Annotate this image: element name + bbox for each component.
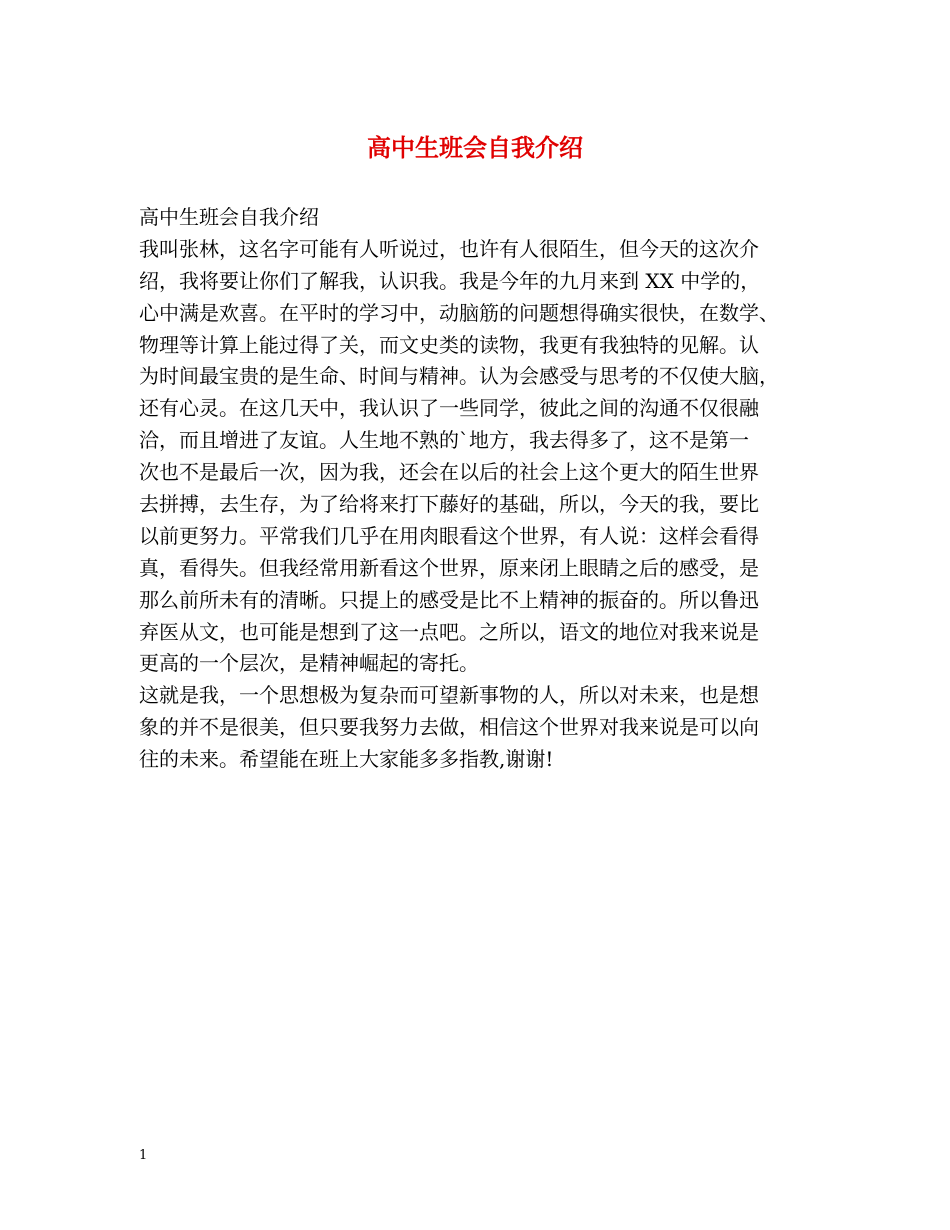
body-line: 心中满是欢喜。在平时的学习中，动脑筋的问题想得确实很快，在数学、 (139, 300, 779, 325)
body-line: 为时间最宝贵的是生命、时间与精神。认为会感受与思考的不仅使大脑， (139, 364, 779, 389)
body-line: 绍，我将要让你们了解我，认识我。我是今年的九月来到 XX 中学的， (139, 268, 761, 293)
body-line: 弃医从文，也可能是想到了这一点吧。之所以，语文的地位对我来说是 (139, 619, 759, 644)
body-line: 去拼搏，去生存，为了给将来打下藤好的基础，所以，今天的我，要比 (139, 492, 759, 517)
body-line: 象的并不是很美，但只要我努力去做，相信这个世界对我来说是可以向 (139, 715, 759, 740)
document-body (139, 202, 829, 776)
body-line: 还有心灵。在这几天中，我认识了一些同学，彼此之间的沟通不仅很融 (139, 396, 759, 421)
body-line: 这就是我，一个思想极为复杂而可望新事物的人，所以对未来，也是想 (139, 683, 759, 708)
body-line: 高中生班会自我介绍 (139, 205, 319, 229)
body-line: 洽，而且增进了友谊。人生地不熟的`地方，我去得多了，这不是第一 (139, 428, 749, 453)
body-line: 真，看得失。但我经常用新看这个世界，原来闭上眼睛之后的感受，是 (139, 555, 759, 580)
body-line: 更高的一个层次，是精神崛起的寄托。 (139, 651, 479, 676)
page-number: 1 (139, 1148, 148, 1163)
body-line: 我叫张林，这名字可能有人听说过，也许有人很陌生，但今天的这次介 (139, 236, 759, 261)
body-line: 物理等计算上能过得了关，而文史类的读物，我更有我独特的见解。认 (139, 332, 759, 357)
body-line: 往的未来。希望能在班上大家能多多指教,谢谢! (139, 747, 554, 772)
body-line: 次也不是最后一次，因为我，还会在以后的社会上这个更大的陌生世界 (139, 460, 759, 485)
body-line: 以前更努力。平常我们几乎在用肉眼看这个世界，有人说：这样会看得 (139, 523, 759, 548)
document-title: 高中生班会自我介绍 (367, 133, 583, 162)
body-line: 那么前所未有的清晰。只提上的感受是比不上精神的振奋的。所以鲁迅 (139, 587, 759, 612)
